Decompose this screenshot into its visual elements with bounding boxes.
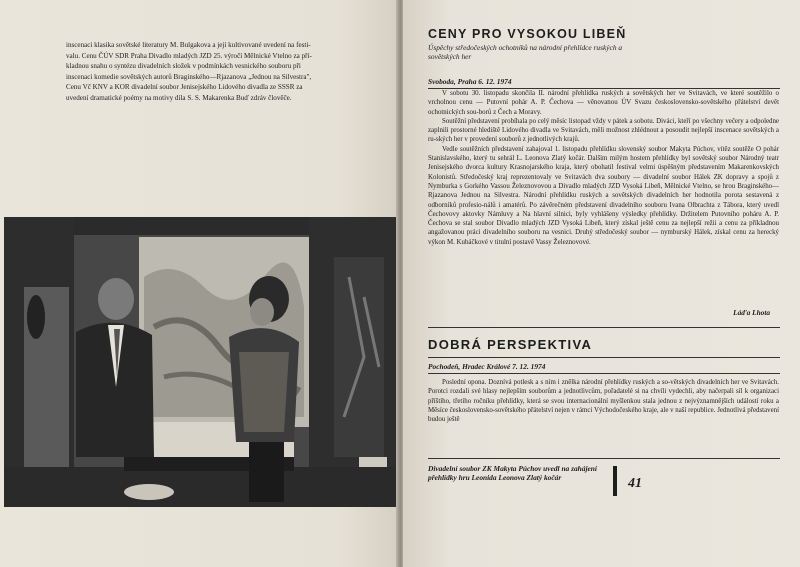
stage-photo <box>4 217 398 507</box>
article-source: Svoboda, Praha 6. 12. 1974 <box>428 77 512 86</box>
text-line: inscenaci klasika sovětské literatury M. Bulgakova a její kultivované uvedení na festi- <box>66 41 311 49</box>
article-subtitle: Úspěchy středočeských ochotníků na národní přehlídce ruských a sovětských her <box>428 43 623 62</box>
divider <box>428 373 780 374</box>
left-page-paragraph <box>66 40 366 104</box>
article-source: Pochodeň, Hradec Králové 7. 12. 1974 <box>428 362 546 371</box>
text-line: valu. Cenu ČÚV SDR Praha Divadlo mladých JZD 25. výročí Mělnické Vtelno za pří- <box>66 51 312 60</box>
stage-photo-image <box>4 217 398 507</box>
article-title: CENY PRO VYSOKOU LIBEŇ <box>428 27 627 41</box>
article-body <box>428 378 779 424</box>
divider <box>428 357 780 358</box>
article-paragraph: V sobotu 30. listopadu skončila II. národní přehlídka ruských a sovětských her ve Svitavách, ve které soutěžilo o vrcholnou cenu — Putovní pohár A. P. Čechova — věnovanou ÚV Svazu československo-sovětského přátelství devět ochotnických sou-borů z Čech a Moravy. <box>428 90 779 116</box>
photo-caption: Divadelní soubor ZK Makyta Púchov uvedl na zahájení přehlídky hru Leonida Leonova Zlatý kočár <box>428 464 597 483</box>
text-line: inscenaci komedie sovětských autorů Braginského—Rjazanova „Jednou na Silvestra", <box>66 72 312 81</box>
text-line: kladnou snahu o syntézu divadelních složek v podmínkách vesnického souboru při <box>66 62 301 71</box>
divider <box>428 327 780 328</box>
divider <box>428 458 780 459</box>
page-number-bar <box>613 466 617 496</box>
article-title: DOBRÁ PERSPEKTIVA <box>428 337 593 352</box>
text-line: Cenu Vč KNV a KOR divadelní soubor Jenisejského Lidového divadla ze SSSR za <box>66 83 303 92</box>
page-number: 41 <box>628 476 642 491</box>
text-line: uvedení dramatické poémy na motivy díla S. S. Makarenka Buď zdráv člověče. <box>66 93 292 102</box>
article-paragraph: Poslední opona. Doznívá potlesk a s ním i znělka národní přehlídky ruských a so-větských divadelních her ve Svitavách. Porotci rozdali své hlasy nejlepším souborům a jednotlivcům, pořadatelé si na chvíli vydechli, aby načerpali síl k organizaci příštího, třetího ročníku přehlídky, která se svou internacionální myšlenkou stala jednou z nejvýznamnějších událostí roku a Měsíce československo-sovětského přátelství nejen v rámci Východočeského kraje, ale v naší republice. Jednotlivá představení budou ještě <box>428 379 779 424</box>
article-paragraph: Soutěžní představení probíhala po celý měsíc listopad vždy v pátek a sobotu. Diváci, kteří po všechny večery a odpoledne zaplnili prostorné hlediště Lidového divadla ve Svitavách, měli možnost zhlédnout a posoudit nejlepší inscenace sovětských a ru-ských her v provedení souborů z jednotlivých krajů. <box>428 117 779 144</box>
article-signature: Láďa Lhota <box>733 308 770 317</box>
left-page <box>0 0 398 567</box>
article-paragraph: Vedle soutěžních představení zahajoval 1. listopadu přehlídku slovenský soubor Makyta Púchov, vítěz soutěže O pohár Stanislavského, který tu sehrál L. Leonova Zlatý kočár. Dalším milým hostem přehlídky byl sovětský soubor Národný teatr Jenisejského dvorca kultury Krasnojarského kraja, který obohatil festival velmi úspěšným představením Makarenkovských Kolonistů. Středočeský kraj reprezentovaly ve Svitavách dva soubory — divadelní soubor Hálek ZK dopravy a spojů z Nymburka s Gorkého Vassou Železnovovou a Divadlo mladých JZD Vysoká Libeň, Mělnické Vtelno, se hrou Braginského—Rjazanova Jednou na Silvestra. Národní přehlídku ruských a sovětských divadelních her hodnotila porota sestavená z odborníků profesio-nálů i amatérů. Po závěrečném představení divadelního souboru Ivana Olbrachta z Tábora, který uvedl Čechovovy aktovky Námluvy a Na hlavní silnici, byly vyhlášeny výsledky přehlídky. Držitelem Putovního poháru A. P. Čechova se stal soubor Divadlo mladých JZD Vysoká Libeň, který získal ještě cenu za nejlepší režii a cenu za příkladnou angažovanou práci divadelního souboru na vesnici. Druhý středočeský soubor — nymburský Hálek, získal cenu za herecký výkon M. Kubáčkové v titulní postavě Vassy Železnovové. <box>428 145 779 246</box>
article-body <box>428 89 779 247</box>
right-page <box>403 0 800 567</box>
